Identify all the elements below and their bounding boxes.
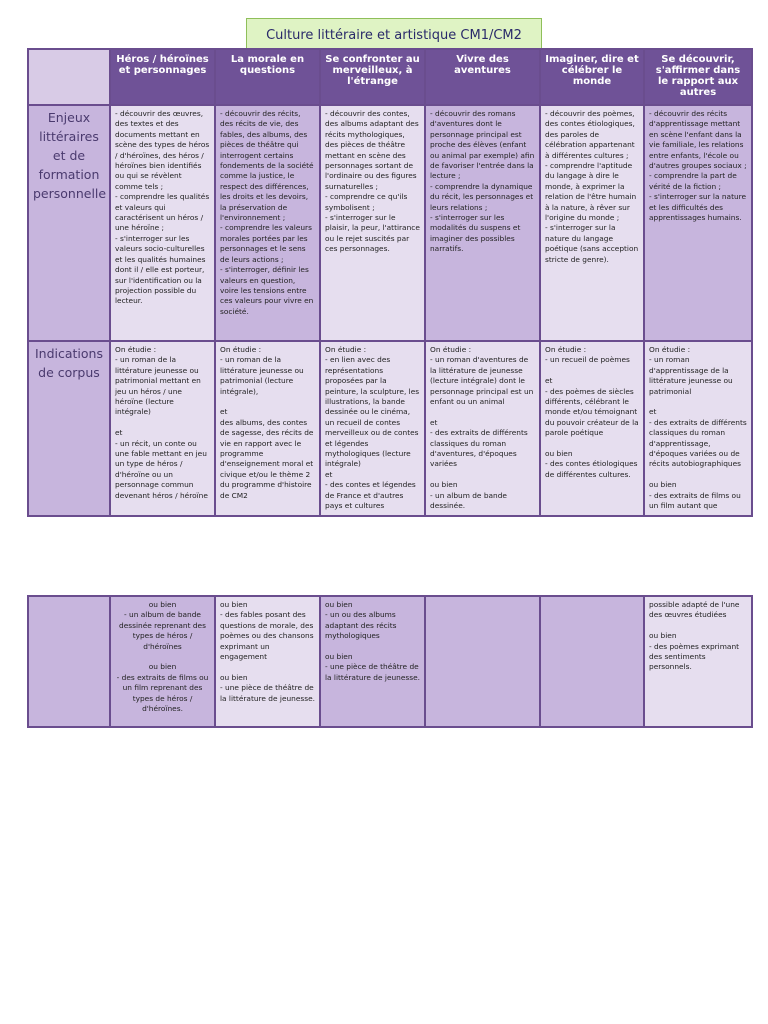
- column-header: La morale en questions: [215, 49, 320, 105]
- table-cell: On étudie : - un roman de la littérature jeunesse ou patrimonial (lecture intégrale), et des albums, des contes de sagesse, des récits de vie en rapport avec le programme d'enseignement moral et civique et/ou le thème 2 du programme d'histoire de CM2: [215, 341, 320, 516]
- header-row: [28, 49, 752, 105]
- table-row: [28, 341, 752, 516]
- column-header: Héros / héroïnes et personnages: [110, 49, 215, 105]
- curriculum-table: [27, 48, 753, 517]
- table-cell: [540, 596, 644, 727]
- row-header: [28, 596, 110, 727]
- row-header: Indications de corpus: [28, 341, 110, 516]
- table-cell: - découvrir des poèmes, des contes étiologiques, des paroles de célébration appartenant à différentes cultures ; - comprendre l'aptitude du langage à dire le monde, à exprimer la relation de l'être humain à la nature, à rêver sur l'origine du monde ; - s'interroger sur la nature du langage poétique (sans acception stricte de genre).: [540, 105, 644, 341]
- table-cell: possible adapté de l'une des œuvres étudiées ou bien - des poèmes exprimant des sentiments personnels.: [644, 596, 752, 727]
- table-row: [28, 596, 752, 727]
- table-cell: On étudie : - un roman d'aventures de la littérature de jeunesse (lecture intégrale) dont le personnage principal est un enfant ou un animal et - des extraits de différents classiques du roman d'aventures, d'époques variées ou bien - un album de bande dessinée.: [425, 341, 540, 516]
- table-cell: - découvrir des récits d'apprentissage mettant en scène l'enfant dans la vie familiale, les relations entre enfants, l'école ou d'autres groupes sociaux ; - comprendre la part de vérité de la fiction ; - s'interroger sur la nature et les difficultés des apprentissages humains.: [644, 105, 752, 341]
- table-cell: - découvrir des récits, des récits de vie, des fables, des albums, des pièces de théâtre qui interrogent certains fondements de la société comme la justice, le respect des différences, les droits et les devoirs, la préservation de l'environnement ; - comprendre les valeurs morales portées par les personnages et le sens de leurs actions ; - s'interroger, définir les valeurs en question, voire les tensions entre ces valeurs pour vivre en société.: [215, 105, 320, 341]
- row-header: Enjeux littéraires et de formation personnelle: [28, 105, 110, 341]
- column-header: Se confronter au merveilleux, à l'étrange: [320, 49, 425, 105]
- column-header: Se découvrir, s'affirmer dans le rapport aux autres: [644, 49, 752, 105]
- corner-cell: [28, 49, 110, 105]
- column-header: Vivre des aventures: [425, 49, 540, 105]
- table-row: [28, 105, 752, 341]
- table-cell: On étudie : - en lien avec des représentations proposées par la peinture, la sculpture, les illustrations, la bande dessinée ou le cinéma, un recueil de contes merveilleux ou de contes et légendes mythologiques (lecture intégrale) et - des contes et légendes de France et d'autres pays et cultures: [320, 341, 425, 516]
- table-cell: ou bien - un album de bande dessinée reprenant des types de héros / d'héroïnes ou bien - des extraits de films ou un film reprenant des types de héros / d'héroïnes.: [110, 596, 215, 727]
- table-cell: ou bien - des fables posant des questions de morale, des poèmes ou des chansons exprimant un engagement ou bien - une pièce de théâtre de la littérature de jeunesse.: [215, 596, 320, 727]
- table-cell: - découvrir des œuvres, des textes et des documents mettant en scène des types de héros / d'héroïnes, des héros / héroïnes bien identifiés ou qui se révèlent comme tels ; - comprendre les qualités et valeurs qui caractérisent un héros / une héroïne ; - s'interroger sur les valeurs socio-culturelles et les qualités humaines dont il / elle est porteur, sur l'identification ou la projection possible du lecteur.: [110, 105, 215, 341]
- table-cell: On étudie : - un roman de la littérature jeunesse ou patrimonial mettant en jeu un héros / une héroïne (lecture intégrale) et - un récit, un conte ou une fable mettant en jeu un type de héros / d'héroïne ou un personnage commun devenant héros / héroïne: [110, 341, 215, 516]
- document-title: Culture littéraire et artistique CM1/CM2: [246, 18, 542, 52]
- column-header: Imaginer, dire et célébrer le monde: [540, 49, 644, 105]
- table-cell: - découvrir des contes, des albums adaptant des récits mythologiques, des pièces de théâtre mettant en scène des personnages sortant de l'ordinaire ou des figures surnaturelles ; - comprendre ce qu'ils symbolisent ; - s'interroger sur le plaisir, la peur, l'attirance ou le rejet suscités par ces personnages.: [320, 105, 425, 341]
- table-cell: - découvrir des romans d'aventures dont le personnage principal est proche des élèves (enfant ou animal par exemple) afin de favoriser l'entrée dans la lecture ; - comprendre la dynamique du récit, les personnages et leurs relations ; - s'interroger sur les modalités du suspens et imaginer des possibles narratifs.: [425, 105, 540, 341]
- table-cell: [425, 596, 540, 727]
- curriculum-table-continued: [27, 595, 753, 728]
- table-cell: On étudie : - un recueil de poèmes et - des poèmes de siècles différents, célébrant le monde et/ou témoignant du pouvoir créateur de la parole poétique ou bien - des contes étiologiques de différentes cultures.: [540, 341, 644, 516]
- table-cell: On étudie : - un roman d'apprentissage de la littérature jeunesse ou patrimonial et - des extraits de différents classiques du roman d'apprentissage, d'époques variées ou de récits autobiographiques ou bien - des extraits de films ou un film autant que: [644, 341, 752, 516]
- table-cell: ou bien - un ou des albums adaptant des récits mythologiques ou bien - une pièce de théâtre de la littérature de jeunesse.: [320, 596, 425, 727]
